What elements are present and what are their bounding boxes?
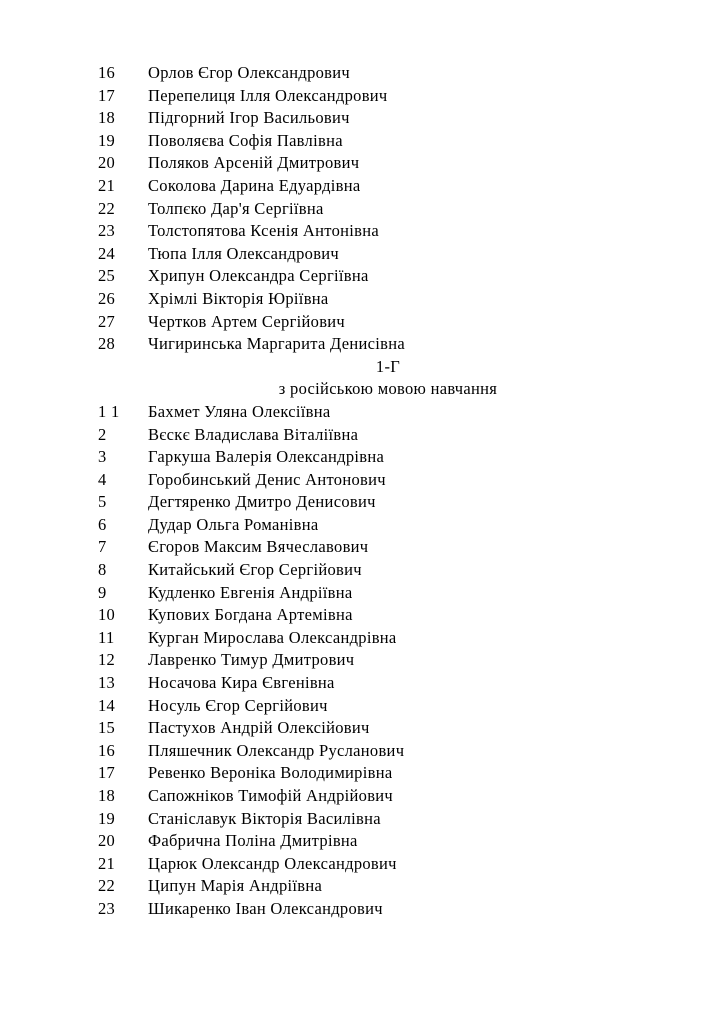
- list-row: [98, 491, 678, 514]
- list-row: [98, 311, 678, 334]
- list-row: [98, 898, 678, 921]
- list-row: [98, 853, 678, 876]
- row-name: Лавренко Тимур Дмитрович: [148, 650, 355, 670]
- row-number: 12: [98, 650, 116, 670]
- list-row: [98, 830, 678, 853]
- row-name: Сапожніков Тимофій Андрійович: [148, 786, 394, 805]
- row-name: Дегтяренко Дмитро Денисович: [148, 492, 376, 512]
- row-number: 1 1: [98, 401, 120, 421]
- list-row: [98, 649, 678, 672]
- row-number: 25: [98, 266, 116, 286]
- list-row: [98, 424, 678, 447]
- row-number: 15: [98, 718, 116, 738]
- row-name: Гаркуша Валерія Олександрівна: [148, 447, 385, 467]
- row-name: Вєскє Владислава Віталіївна: [148, 424, 359, 444]
- row-name: Кудленко Евгенія Андріївна: [148, 582, 353, 602]
- row-name: Чигиринська Маргарита Денисівна: [148, 334, 405, 354]
- row-name: Хрімлі Вікторія Юріївна: [148, 288, 329, 308]
- list-row: [98, 875, 678, 898]
- list-row: [98, 559, 678, 582]
- list-row: [98, 762, 678, 785]
- row-name: Підгорний Ігор Васильович: [148, 108, 350, 128]
- row-name: Дудар Ольга Романівна: [148, 514, 319, 534]
- row-number: 8: [98, 560, 107, 580]
- row-name: Пляшечник Олександр Русланович: [148, 740, 405, 760]
- row-number: 6: [98, 514, 107, 534]
- row-number: 18: [98, 108, 116, 128]
- row-number: 18: [98, 786, 116, 805]
- list-row: [98, 152, 678, 175]
- row-number: 3: [98, 447, 107, 467]
- row-name: Перепелиця Ілля Олександрович: [148, 85, 388, 105]
- row-name: Носуль Єгор Сергійович: [148, 695, 328, 715]
- list-row: [98, 582, 678, 605]
- row-name: Єгоров Максим Вячеславович: [148, 537, 369, 557]
- row-number: 11: [98, 627, 115, 647]
- row-number: 22: [98, 198, 116, 218]
- row-number: 16: [98, 63, 116, 82]
- list-row: [98, 808, 678, 831]
- list-row: [98, 243, 678, 266]
- row-name: Курган Мирослава Олександрівна: [148, 627, 397, 647]
- student-list-bottom: [98, 401, 678, 921]
- row-number: 10: [98, 605, 116, 625]
- row-number: 24: [98, 243, 116, 263]
- list-row: [98, 469, 678, 492]
- row-number: 26: [98, 288, 116, 308]
- row-name: Поляков Арсеній Дмитрович: [148, 153, 360, 173]
- row-number: 16: [98, 740, 116, 760]
- row-number: 22: [98, 876, 116, 896]
- row-name: Китайський Єгор Сергійович: [148, 560, 362, 580]
- row-name: Фабрична Поліна Дмитрівна: [148, 831, 358, 851]
- list-row: [98, 401, 678, 424]
- row-number: 7: [98, 537, 107, 557]
- row-name: Толпєко Дар'я Сергіївна: [148, 198, 324, 218]
- row-name: Орлов Єгор Олександрович: [148, 63, 350, 82]
- row-number: 2: [98, 424, 107, 444]
- row-number: 19: [98, 808, 116, 828]
- list-row: [98, 740, 678, 763]
- list-row: [98, 175, 678, 198]
- row-name: Поволяєва Софія Павлівна: [148, 130, 343, 150]
- list-row: [98, 265, 678, 288]
- row-number: 5: [98, 492, 107, 512]
- row-name: Хрипун Олександра Сергіївна: [148, 266, 369, 286]
- row-number: 9: [98, 582, 107, 602]
- row-name: Пастухов Андрій Олексійович: [148, 718, 370, 738]
- row-name: Тюпа Ілля Олександрович: [148, 243, 340, 263]
- class-section-label: 1-Г: [375, 356, 401, 376]
- row-number: 20: [98, 831, 116, 851]
- row-number: 23: [98, 221, 116, 241]
- row-name: Чертков Артем Сергійович: [148, 311, 346, 331]
- language-note: з російською мовою навчання: [278, 379, 498, 399]
- row-name: Ревенко Вероніка Володимирівна: [148, 763, 393, 783]
- row-name: Носачова Кира Євгенівна: [148, 673, 335, 693]
- list-row: [98, 627, 678, 650]
- row-name: Соколова Дарина Едуардівна: [148, 175, 361, 195]
- row-name: Горобинський Денис Антонович: [148, 469, 386, 489]
- list-row: [98, 288, 678, 311]
- student-list-top: [98, 62, 678, 356]
- list-row: [98, 446, 678, 469]
- row-name: Толстопятова Ксенія Антонівна: [148, 221, 379, 241]
- row-number: 21: [98, 853, 116, 873]
- row-name: Купових Богдана Артемівна: [148, 605, 353, 625]
- row-name: Ципун Марія Андріївна: [148, 876, 323, 896]
- row-number: 23: [98, 898, 116, 918]
- row-name: Бахмет Уляна Олексіївна: [148, 401, 331, 421]
- row-number: 19: [98, 130, 116, 150]
- row-name: Шикаренко Іван Олександрович: [148, 898, 383, 918]
- row-number: 28: [98, 334, 116, 354]
- list-row: [98, 695, 678, 718]
- list-row: [98, 130, 678, 153]
- list-row: [98, 220, 678, 243]
- row-number: 13: [98, 673, 116, 693]
- row-number: 20: [98, 153, 116, 173]
- list-row: [98, 536, 678, 559]
- list-row: [98, 62, 678, 85]
- row-number: 4: [98, 469, 107, 489]
- row-name: Станіславук Вікторія Василівна: [148, 808, 381, 828]
- row-number: 14: [98, 695, 116, 715]
- row-name: Царюк Олександр Олександрович: [148, 853, 397, 873]
- list-row: [98, 604, 678, 627]
- row-number: 21: [98, 175, 116, 195]
- list-row: [98, 333, 678, 356]
- list-row: [98, 514, 678, 537]
- list-row: [98, 785, 678, 808]
- list-row: [98, 717, 678, 740]
- row-number: 27: [98, 311, 116, 331]
- list-row: [98, 85, 678, 108]
- list-row: [98, 198, 678, 221]
- row-number: 17: [98, 763, 116, 783]
- list-row: [98, 107, 678, 130]
- row-number: 17: [98, 85, 116, 105]
- list-row: [98, 672, 678, 695]
